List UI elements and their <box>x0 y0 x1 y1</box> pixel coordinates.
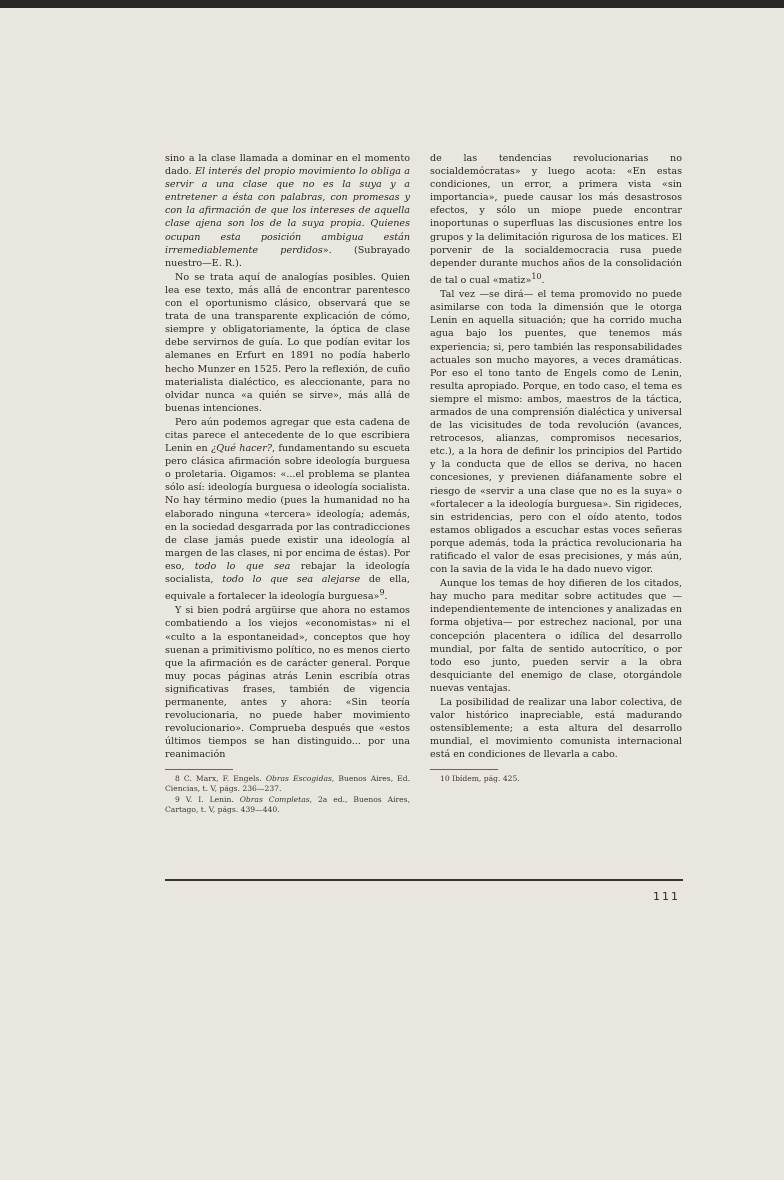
right-column <box>430 152 682 785</box>
page-top-edge <box>0 0 784 8</box>
left-column <box>165 152 410 816</box>
paragraph: de las tendencias revolucionarias no socialdemócratas» y luego acota: «En estas condiciones, un error, a primera vista «sin importancia», puede causar los más desastrosos efectos, y sólo un miope puede encontrar inoportunas o superfluas las discusiones entre los grupos y la delimitación rigurosa de los matices. El porvenir de la socialdemocracia rusa puede depender durante muchos años de la consolidación de tal o cual «matiz»$^{10}$. <box>430 153 682 287</box>
footnote: 10 Ibídem, pág. 425. <box>440 773 520 783</box>
footnote-separator <box>430 769 498 770</box>
paragraph: La posibilidad de realizar una labor colectiva, de valor histórico inapreciable, está madurando ostensiblemente; a esta altura del desarrollo mundial, el movimiento comunista internacional está en condiciones de llevarla a cabo. <box>430 697 682 761</box>
page-number: 111 <box>653 890 680 903</box>
paragraph: sino a la clase llamada a dominar en el momento dado. El interés del propio movimiento lo obliga a servir a una clase que no es la suya y a entretener a ésta con palabras, con promesas y con la afirmación de que los intereses de aquella clase ajena son los de la suya propia. Quienes ocupan esta posición ambigua están irremediablemente perdidos». (Subrayado nuestro—E. R.). <box>165 153 410 269</box>
paragraph: No se trata aquí de analogías posibles. Quien lea ese texto, más allá de encontrar parentesco con el oportunismo clásico, observará que se trata de una transparente explicación de cómo, siempre y obligatoriamente, la óptica de clase debe servirnos de guía. Lo que podían evitar los alemanes en Erfurt en 1891 no podía haberlo hecho Munzer en 1525. Pero la reflexión, de cuño materialista dialéctico, es aleccionante, para no olvidar nunca «a quién se sirve», más allá de buenas intenciones. <box>165 271 410 414</box>
footnote: 8 C. Marx, F. Engels. Obras Escogidas, Buenos Aires, Ed. Ciencias, t. V, págs. 236—237. <box>165 773 410 793</box>
paragraph: Tal vez —se dirá— el tema promovido no puede asimilarse con toda la dimensión que le otorga Lenin en aquella situación; que ha corrido mucha agua bajo los puentes, que tenemos más experiencia; si, pero también las responsabilidades actuales son mucho mayores, a veces dramáticas. Por eso el tono tanto de Engels como de Lenin, resulta apropiado. Porque, en todo caso, el tema es siempre el mismo: ambos, maestros de la táctica, armados de una comprensión dialéctica y universal de las vicisitudes de toda revolución (avances, retrocesos, alianzas, compromisos necesarios, etc.), a la hora de definir los principios del Partido y la conducta que de ellos se deriva, no hacen concesiones, y previenen diáfanamente sobre el riesgo de «servir a una clase que no es la suya» o «fortalecer a la ideología burguesa». Sin rigideces, sin estridencias, pero con el oído atento, todos estamos obligados a escuchar estas voces señeras porque además, toda la práctica revolucionaria ha ratificado el valor de esas precisiones, y más aún, con la savia de la vida le ha dado nuevo vigor. <box>430 289 682 576</box>
page-bottom-rule <box>165 879 683 881</box>
footnote-ref: 10 <box>531 271 542 281</box>
footnote: 9 V. I. Lenin. Obras Completas, 2a ed., Buenos Aires, Cartago, t. V, págs. 439—440. <box>165 794 410 814</box>
footnote-ref: 9 <box>379 588 385 598</box>
paragraph: Y si bien podrá argüirse que ahora no estamos combatiendo a los viejos «economistas» ni el «culto a la espontaneidad», conceptos que hoy suenan a primitivismo político, no es menos cierto que la afirmación es de carácter general. Porque muy pocas páginas atrás Lenin escribía otras significativas frases, también de vigencia permanente, antes y ahora: «Sin teoría revolucionaria, no puede haber movimiento revolucionario». Comprueba después que «estos últimos tiempos se han distinguido... por una reanimación <box>165 605 410 761</box>
paragraph: Pero aún podemos agregar que esta cadena de citas parece el antecedente de lo que escribiera Lenin en ¿Qué hacer?, fundamentando su escueta pero clásica afirmación sobre ideología burguesa o proletaria. Oigamos: «...el problema se plantea sólo así: ideología burguesa o ideología socialista. No hay término medio (pues la humanidad no ha elaborado ninguna «tercera» ideología; además, en la sociedad desgarrada por las contradicciones de clase jamás puede existir una ideología al margen de las clases, ni por encima de éstas). Por eso, todo lo que sea rebajar la ideología socialista, todo lo que sea alejarse de ella, equivale a fortalecer la ideología burguesa»$^9$. <box>165 416 410 603</box>
italic-quote: El interés del propio movimiento lo obliga a servir a una clase que no es la suya y a entretener a ésta con palabras, con promesas y con la afirmación de que los intereses de aquella clase ajena son los de la suya propia. Quienes ocupan esta posición ambigua están irremediablemente perdidos <box>165 166 410 256</box>
footnote-separator <box>165 769 233 770</box>
paragraph: Aunque los temas de hoy difieren de los citados, hay mucho para meditar sobre actitudes que —independientemente de intenciones y analizadas en forma objetiva— por estrechez nacional, por una concepción placentera o idílica del desarrollo mundial, por falta de sentido autocrítico, o por todo eso junto, pueden servir a la obra desquiciante del enemigo de clase, otorgándole nuevas ventajas. <box>430 578 682 694</box>
